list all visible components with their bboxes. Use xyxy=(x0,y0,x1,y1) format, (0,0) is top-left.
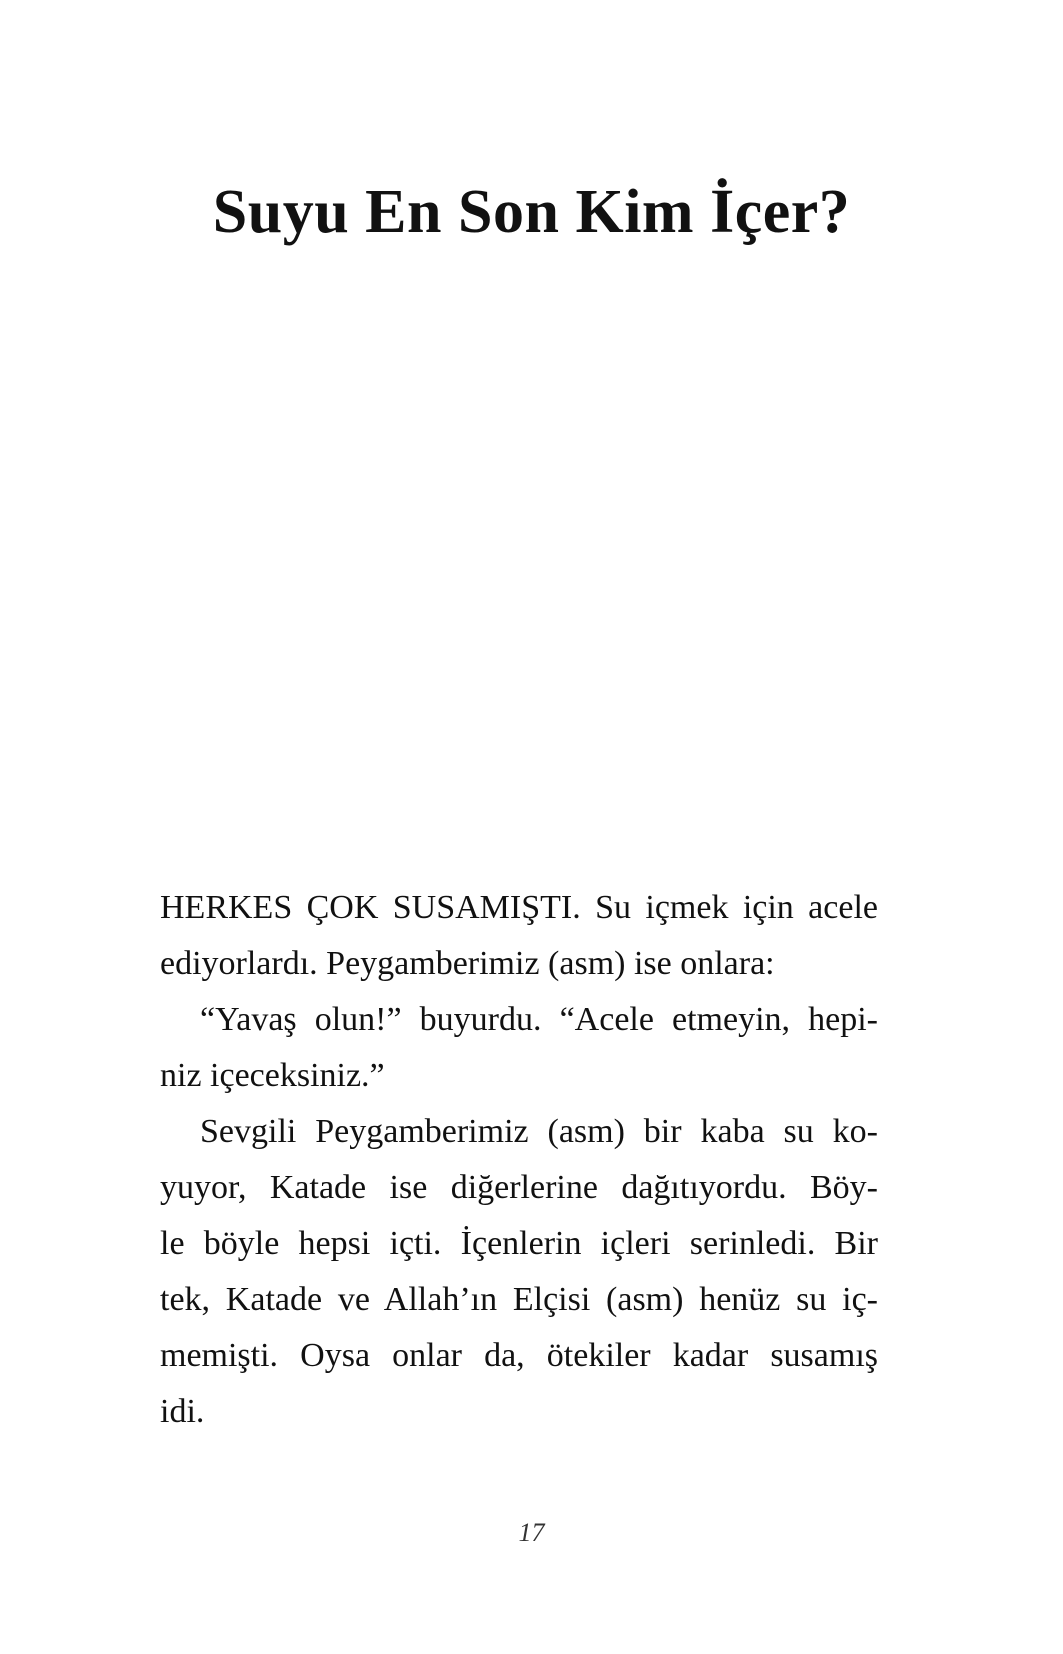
paragraph-3-line-2: yuyor, Katade ise diğerlerine dağıtıyordu. Böy- xyxy=(160,1169,878,1206)
paragraph-3-line-1: Sevgili Peygamberimiz (asm) bir kaba su ko- xyxy=(200,1113,878,1150)
paragraph-3-line-3: le böyle hepsi içti. İçenlerin içleri serinledi. Bir xyxy=(160,1225,878,1262)
paragraph-2-line-1: “Yavaş olun!” buyurdu. “Acele etmeyin, hepi- xyxy=(200,1001,878,1038)
paragraph-2-line-2: niz içeceksiniz.” xyxy=(160,1057,385,1094)
chapter-title: Suyu En Son Kim İçer? xyxy=(212,178,851,246)
body-text xyxy=(160,880,878,1440)
paragraph-3-line-5: memişti. Oysa onlar da, ötekiler kadar susamış xyxy=(160,1337,878,1374)
paragraph-3-line-6: idi. xyxy=(160,1393,205,1430)
page-number: 17 xyxy=(518,1518,545,1547)
paragraph-1-line-2: ediyorlardı. Peygamberimiz (asm) ise onlara: xyxy=(160,945,775,982)
paragraph-3-line-4: tek, Katade ve Allah’ın Elçisi (asm) henüz su iç- xyxy=(160,1281,878,1318)
paragraph-1-line-1: HERKES ÇOK SUSAMIŞTI. Su içmek için acele xyxy=(160,889,878,926)
